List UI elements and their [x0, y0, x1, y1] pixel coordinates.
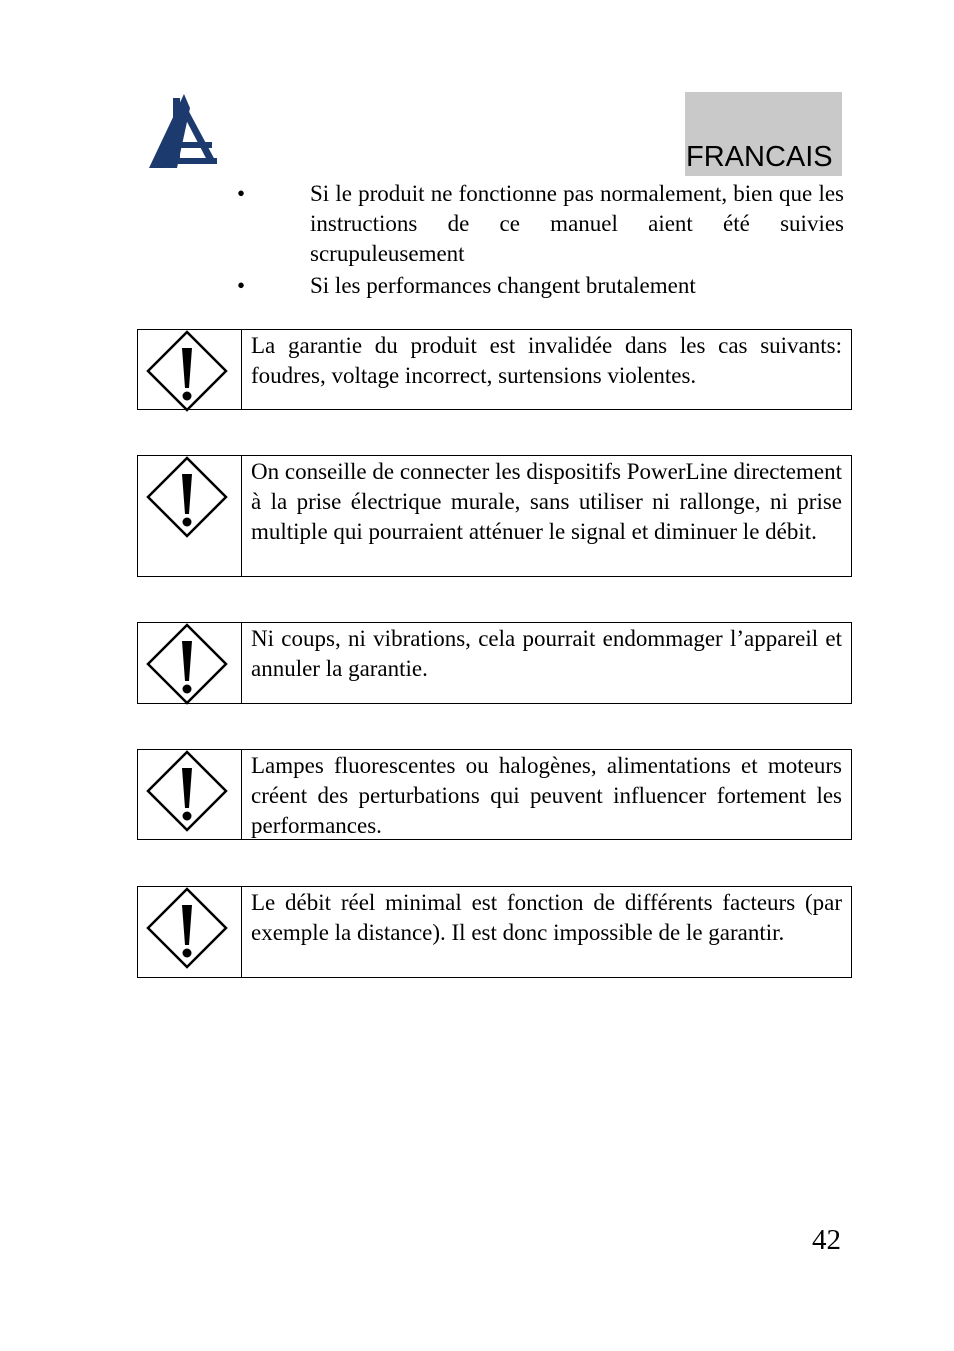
warning-icon-cell [138, 623, 242, 703]
warning-icon-cell [138, 887, 242, 977]
warning-diamond-icon [146, 330, 228, 412]
warning-diamond-icon [146, 887, 228, 969]
list-item [237, 179, 844, 269]
warning-text: Lampes fluorescentes ou halogènes, alimentations et moteurs créent des perturbations qui peuvent influencer fortement les performances. [251, 753, 842, 838]
list-item [237, 271, 844, 301]
warning-box [137, 886, 852, 978]
language-tab-label: FRANCAIS [686, 141, 833, 173]
bullet-text: Si les performances changent brutalement [310, 273, 696, 298]
warning-icon-cell [138, 456, 242, 576]
warning-diamond-icon [146, 456, 228, 538]
warning-box [137, 749, 852, 840]
atlantis-land-logo-icon [146, 92, 220, 170]
warning-text: On conseille de connecter les dispositifs PowerLine directement à la prise électrique murale, sans utiliser ni rallonge, ni prise multiple qui pourraient atténuer le signal et diminuer le débit. [251, 459, 842, 544]
bullet-dot-icon: • [237, 273, 246, 298]
warning-diamond-icon [146, 750, 228, 832]
warning-box [137, 455, 852, 577]
bullet-text: Si le produit ne fonctionne pas normalement, bien que les instructions de ce manuel aient été suivies scrupuleusement [310, 181, 844, 266]
warning-text: La garantie du produit est invalidée dans les cas suivants: foudres, voltage incorrect, surtensions violentes. [251, 333, 842, 388]
page-number: 42 [812, 1224, 841, 1256]
warning-box [137, 329, 852, 410]
warning-icon-cell [138, 750, 242, 839]
warning-icon-cell [138, 330, 242, 409]
warning-box [137, 622, 852, 704]
bullet-list [237, 179, 844, 303]
warning-diamond-icon [146, 623, 228, 705]
warning-text: Le débit réel minimal est fonction de différents facteurs (par exemple la distance). Il est donc impossible de le garantir. [251, 890, 842, 945]
warning-text: Ni coups, ni vibrations, cela pourrait endommager l’appareil et annuler la garantie. [251, 626, 842, 681]
bullet-dot-icon: • [237, 181, 246, 206]
